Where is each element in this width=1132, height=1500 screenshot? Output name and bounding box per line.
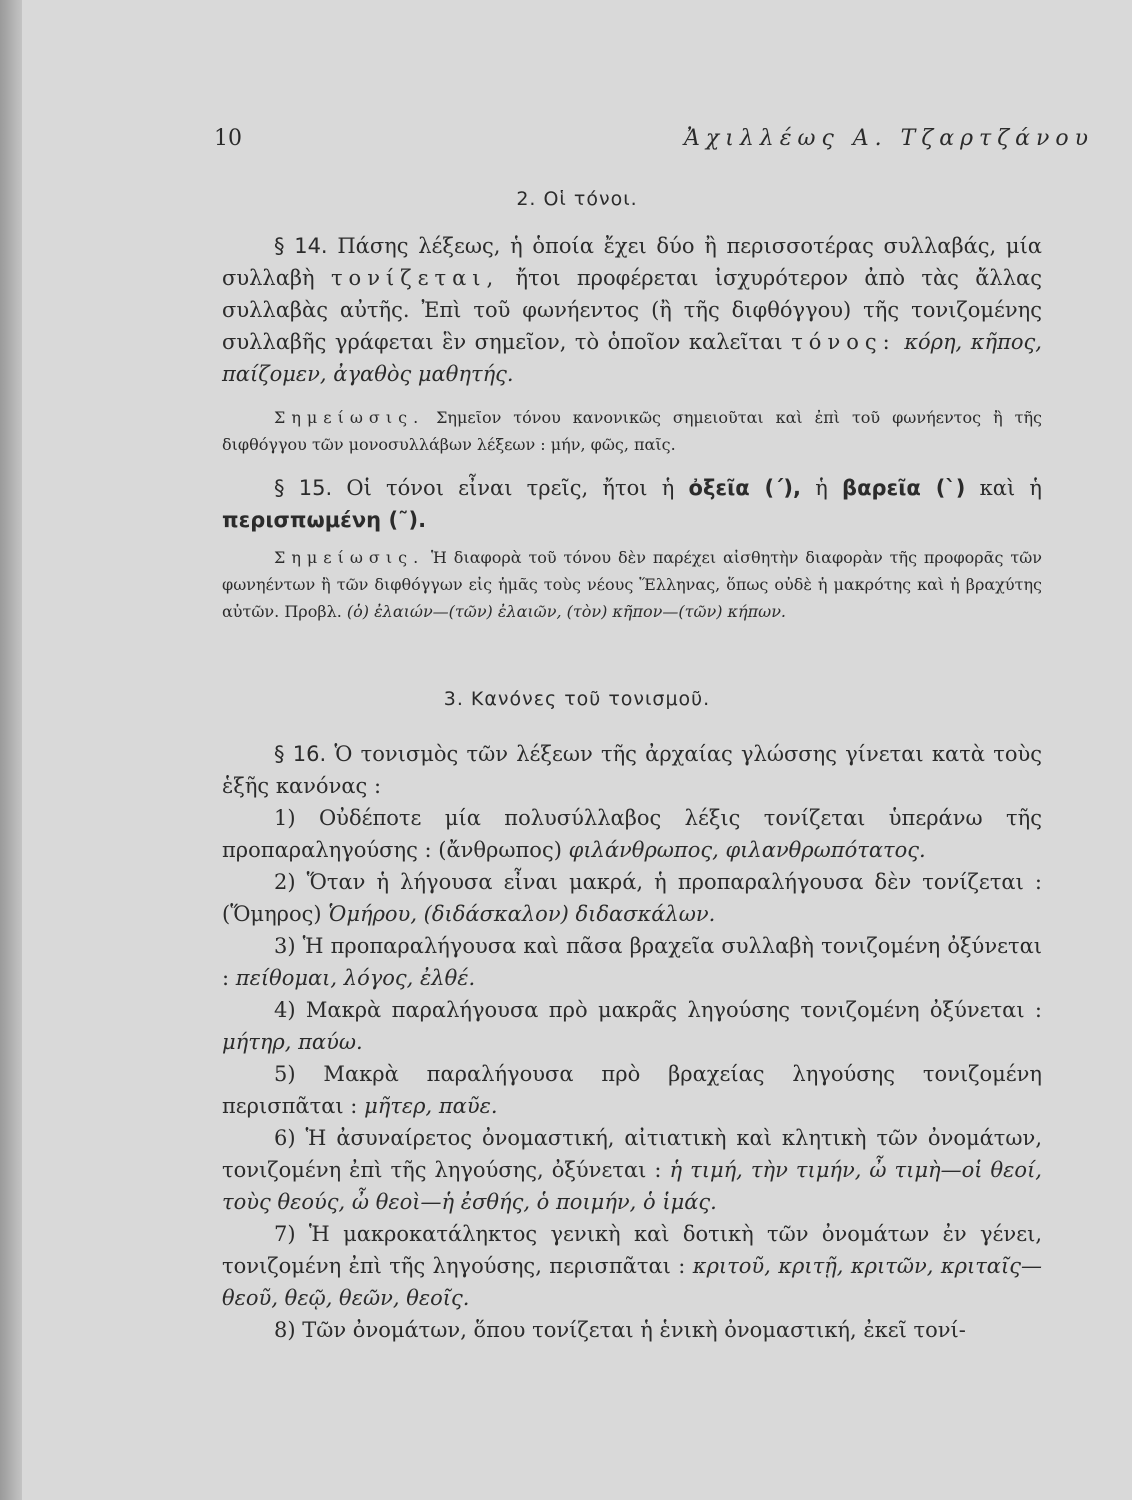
section-heading-kanones: 3. Κανόνες τοῦ τονισμοῦ. bbox=[443, 688, 711, 710]
term-oxeia: ὀξεῖα (΄), bbox=[688, 476, 801, 500]
scan-edge bbox=[0, 0, 22, 1500]
paragraph-16 bbox=[222, 738, 1042, 1346]
rule-item bbox=[222, 994, 1042, 1058]
text-run: ἤτοι προφέρεται ἰσχυρότερον ἀπὸ τὰς ἄλλας συλλαβὰς αὐτῆς. Ἐπὶ τοῦ φωνήεντος (ἢ τῆς διφθόγγου) τῆς τονιζομένης συλλαβῆς γράφεται ἓν σημεῖον, τὸ ὁποῖον καλεῖται bbox=[222, 266, 1042, 354]
rule-examples: ἡ τιμή, τὴν τιμήν, ὦ τιμὴ—οἱ θεοί, τοὺς θεούς, ὦ θεοὶ—ἡ ἐσθής, ὁ ποιμήν, ὁ ἱμάς. bbox=[222, 1158, 1042, 1214]
examples: κόρη, κῆπος, παίζομεν, ἀγαθὸς μαθητής. bbox=[222, 330, 1042, 386]
note-label: Σημείωσις. bbox=[274, 548, 425, 567]
rule-examples: μῆτερ, παῦε. bbox=[364, 1094, 498, 1118]
rule-text: 2) Ὅταν ἡ λήγουσα εἶναι μακρά, ἡ προπαραλήγουσα δὲν τονίζεται : (Ὅμηρος) bbox=[222, 870, 1042, 926]
text-run: Ὁ τονισμὸς τῶν λέξεων τῆς ἀρχαίας γλώσσης γίνεται κατὰ τοὺς ἑξῆς κανόνας : bbox=[222, 742, 1042, 798]
section-number: § 16. bbox=[274, 742, 327, 766]
rule-text: 7) Ἡ μακροκατάληκτος γενικὴ καὶ δοτικὴ τῶν ὀνομάτων ἐν γένει, τονιζομένη ἐπὶ τῆς ληγούσης, περισπᾶται : bbox=[222, 1222, 1042, 1278]
paragraph-16-text bbox=[222, 738, 1042, 802]
rule-item bbox=[222, 802, 1042, 866]
note-label: Σημείωσις. bbox=[274, 408, 425, 427]
paragraph-15 bbox=[222, 472, 1042, 536]
note-2 bbox=[222, 544, 1042, 625]
examples: (ὁ) ἐλαιών—(τῶν) ἐλαιῶν, (τὸν) κῆπον—(τῶν) κήπων. bbox=[346, 602, 786, 621]
rule-text: 5) Μακρὰ παραλήγουσα πρὸ βραχείας ληγούσης τονιζομένη περισπᾶται : bbox=[222, 1062, 1042, 1118]
rule-item bbox=[222, 930, 1042, 994]
rule-item bbox=[222, 1122, 1042, 1218]
note-2-text bbox=[222, 544, 1042, 625]
page-number: 10 bbox=[214, 126, 242, 151]
term-bareia: βαρεῖα (`) bbox=[842, 476, 966, 500]
note-1 bbox=[222, 404, 1042, 458]
rule-examples: Ὁμήρου, (διδάσκαλον) διδασκάλων. bbox=[328, 902, 716, 926]
paragraph-15-text bbox=[222, 472, 1042, 536]
rule-text: 4) Μακρὰ παραλήγουσα πρὸ μακρᾶς ληγούσης τονιζομένη ὀξύνεται : bbox=[274, 998, 1042, 1022]
paragraph-14-text bbox=[222, 230, 1042, 390]
rule-examples: κριτοῦ, κριτῇ, κριτῶν, κριταῖς—θεοῦ, θεῷ, θεῶν, θεοῖς. bbox=[222, 1254, 1042, 1310]
rule-item bbox=[222, 1218, 1042, 1314]
term-perispomeni: περισπωμένη (῀). bbox=[222, 508, 427, 532]
rule-examples: φιλάνθρωπος, φιλανθρωπότατος. bbox=[568, 838, 926, 862]
note-1-text bbox=[222, 404, 1042, 458]
rule-text: 3) Ἡ προπαραλήγουσα καὶ πᾶσα βραχεῖα συλλαβὴ τονιζομένη ὀξύνεται : bbox=[222, 934, 1042, 990]
running-title: Ἀχιλλέως Α. Τζαρτζάνου bbox=[684, 126, 1094, 151]
rule-item bbox=[222, 866, 1042, 930]
note-text: Σημεῖον τόνου κανονικῶς σημειοῦται καὶ ἐπὶ τοῦ φωνήεντος ἢ τῆς διφθόγγου τῶν μονοσυλλάβων λέξεων : μήν, φῶς, παῖς. bbox=[222, 408, 1042, 454]
note-text: Ἡ διαφορὰ τοῦ τόνου δὲν παρέχει αἰσθητὴν διαφορὰν τῆς προφορᾶς τῶν φωνηέντων ἢ τῶν διφθόγγων εἰς ἡμᾶς τοὺς νέους Ἕλληνας, ὅπως οὐδὲ ἡ μακρότης καὶ ἡ βραχύτης αὐτῶν. Προβλ. bbox=[222, 548, 1042, 621]
text-run: καὶ ἡ bbox=[979, 476, 1042, 500]
rule-item bbox=[222, 1058, 1042, 1122]
spaced-term: τόνος: bbox=[791, 330, 896, 354]
text-run: Οἱ τόνοι εἶναι τρεῖς, ἤτοι ἡ bbox=[346, 476, 675, 500]
text-run: Πάσης λέξεως, ἡ ὁποία ἔχει δύο ἢ περισσοτέρας συλλαβάς, μία συλλαβὴ bbox=[222, 234, 1042, 290]
rule-examples: πείθομαι, λόγος, ἐλθέ. bbox=[235, 966, 476, 990]
rule-text: 1) Οὐδέποτε μία πολυσύλλαβος λέξις τονίζεται ὑπεράνω τῆς προπαραληγούσης : (ἄνθρωπος) bbox=[222, 806, 1042, 862]
section-number: § 14. bbox=[274, 234, 328, 258]
paragraph-14 bbox=[222, 230, 1042, 390]
rule-examples: μήτηρ, παύω. bbox=[222, 1030, 363, 1054]
rule-item bbox=[222, 1314, 1042, 1346]
section-number: § 15. bbox=[274, 476, 333, 500]
rules-list bbox=[222, 802, 1042, 1346]
rule-text: 8) Τῶν ὀνομάτων, ὅπου τονίζεται ἡ ἑνικὴ ὀνομαστική, ἐκεῖ τονί- bbox=[274, 1318, 966, 1342]
running-head bbox=[22, 122, 1132, 162]
spaced-term: τονίζεται, bbox=[330, 266, 500, 290]
text-run: ἡ bbox=[815, 476, 828, 500]
book-page bbox=[22, 0, 1132, 1500]
section-heading-tonoi: 2. Οἱ τόνοι. bbox=[516, 188, 638, 210]
rule-text: 6) Ἡ ἀσυναίρετος ὀνομαστική, αἰτιατικὴ καὶ κλητικὴ τῶν ὀνομάτων, τονιζομένη ἐπὶ τῆς ληγούσης, ὀξύνεται : bbox=[222, 1126, 1042, 1182]
